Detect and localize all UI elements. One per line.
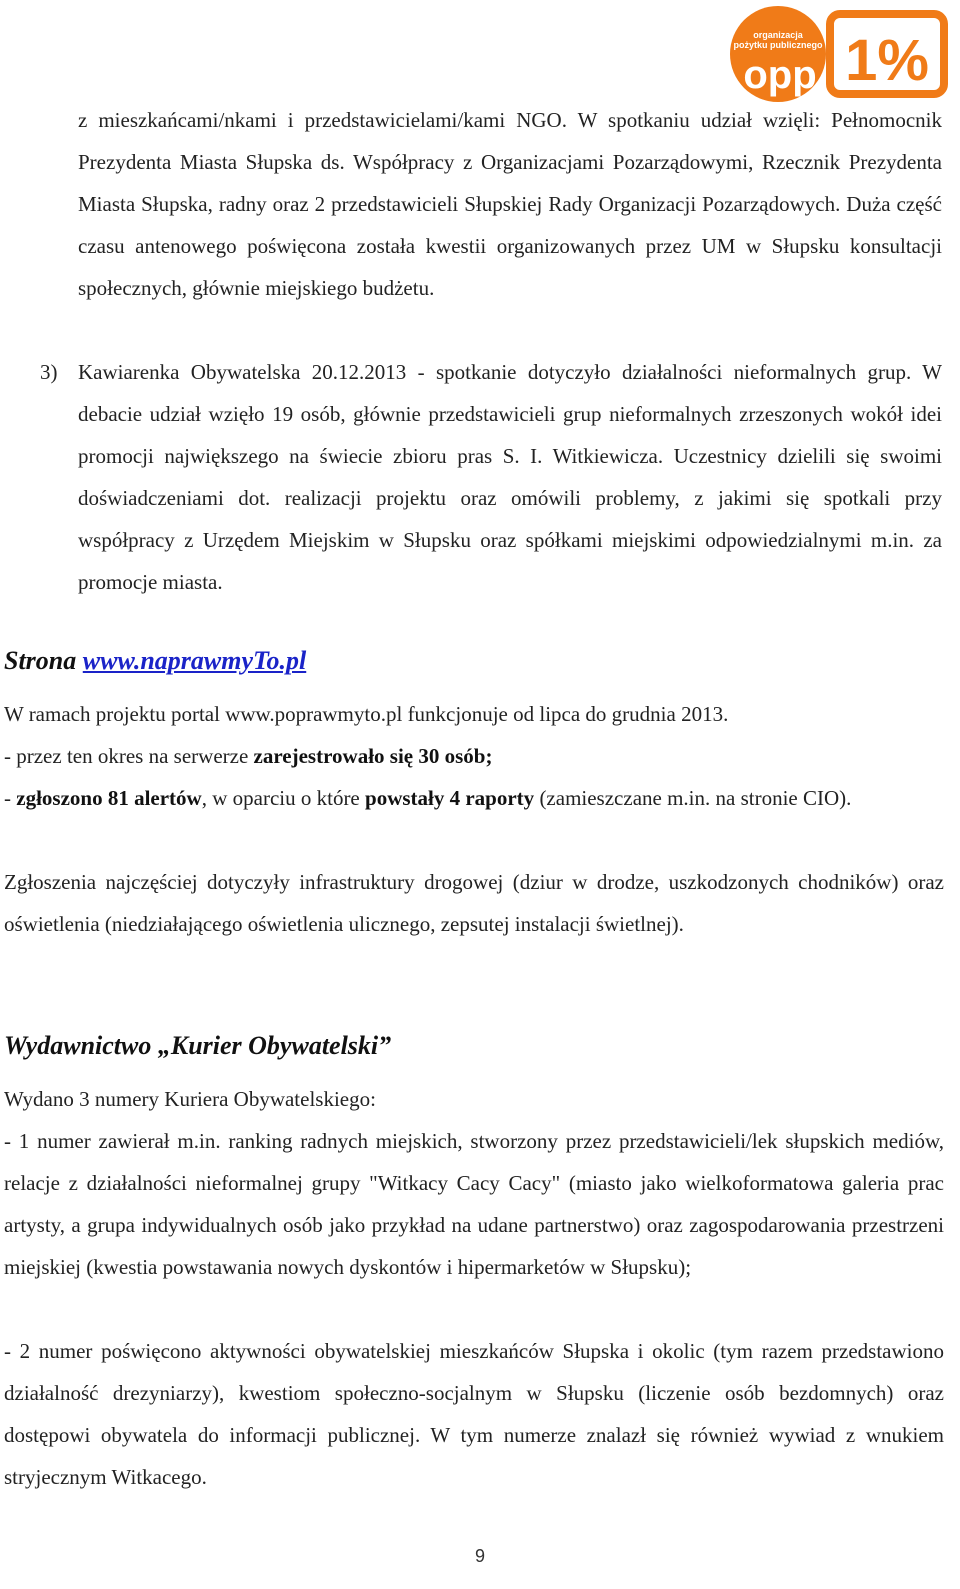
list-item-text: Kawiarenka Obywatelska 20.12.2013 - spotkanie dotyczyło działalności nieformalnych grup. W debacie udział wzięło 19 osób, głównie przedstawicieli grup nieformalnych zrzeszonych wokół idei promocji największego na świecie zbioru pras S. I. Witkiewicza. Uczestnicy dzielili się swoimi doświadczeniami dot. realizacji projektu oraz omówili problemy, z jakimi się spotkali przy współpracy z Urzędem Miejskim w Słupsku oraz spółkami miejskimi odpowiedzialnymi m.in. za promocje miasta. [78,360,942,594]
section-heading-strona [4,646,306,676]
registrations-prefix: - przez ten okres na serwerze [4,744,254,768]
list-item-3 [40,351,942,594]
alerts-line [4,777,944,819]
page-number: 9 [474,1546,485,1566]
opp-1-percent-logo [726,4,948,106]
kurier-issue-1: - 1 numer zawierał m.in. ranking radnych miejskich, stworzony przez przedstawicieli/lek słupskich mediów, relacje z działalności nieformalnej grupy "Witkacy Cacy Cacy" (miasto jako wielkoformatowa galeria prac artysty, a grupa indywidualnych osób jako przykład na udane partnerstwo) oraz zagospodarowania przestrzeni miejskiej (kwestia powstawania nowych dyskontów i hipermarketów w Słupsku); [4,1129,944,1279]
alerts-dash: - [4,786,17,810]
section-heading-kurier: Wydawnictwo „Kurier Obywatelski” [4,1031,392,1060]
logo-brand: opp [743,53,817,97]
registrations-line [4,735,944,777]
heading-prefix: Strona [4,646,83,675]
reports-summary: Zgłoszenia najczęściej dotyczyły infrastruktury drogowej (dziur w drodze, uszkodzonych chodników) oraz oświetlenia (niedziałającego oświetlenia ulicznego, zepsutej instalacji świetlnej). [4,870,944,936]
logo-text-top: organizacja [753,30,803,40]
registrations-count: zarejestrowało się 30 osób; [253,744,493,768]
list-item-number: 3) [40,360,58,384]
reports-suffix: (zamieszczane m.in. na stronie CIO). [534,786,852,810]
logo-percent: 1% [845,28,929,93]
kurier-issue-2: - 2 numer poświęcono aktywności obywatelskiej mieszkańców Słupska i okolic (tym razem przedstawiono działalność drezyniarzy), kwestiom społeczno-socjalnym w Słupsku (liczenie osób bezdomnych) oraz dostępowi obywatela do informacji publicznej. W tym numerze znalazł się również wywiad z wnukiem stryjecznym Witkacego. [4,1339,944,1489]
alerts-middle: , w oparciu o które [201,786,366,810]
opp-logo-graphic [726,4,948,106]
naprawmyto-link[interactable]: www.naprawmyTo.pl [82,646,307,675]
portal-intro: W ramach projektu portal www.poprawmyto.pl funkcjonuje od lipca do grudnia 2013. [4,702,729,726]
reports-count: powstały 4 raporty [365,786,535,810]
kurier-intro: Wydano 3 numery Kuriera Obywatelskiego: [4,1087,376,1111]
alerts-count: zgłoszono 81 alertów [16,786,202,810]
continued-paragraph: z mieszkańcami/nkami i przedstawicielami/kami NGO. W spotkaniu udział wzięli: Pełnomocnik Prezydenta Miasta Słupska ds. Współpracy z Organizacjami Pozarządowymi, Rzecznik Prezydenta Miasta Słupska, radny oraz 2 przedstawicieli Słupskiej Rady Organizacji Pozarządowych. Duża część czasu antenowego poświęcona została kwestii organizowanych przez UM w Słupsku konsultacji społecznych, głównie miejskiego budżetu. [78,108,942,300]
logo-text-bottom: pożytku publicznego [733,40,823,50]
